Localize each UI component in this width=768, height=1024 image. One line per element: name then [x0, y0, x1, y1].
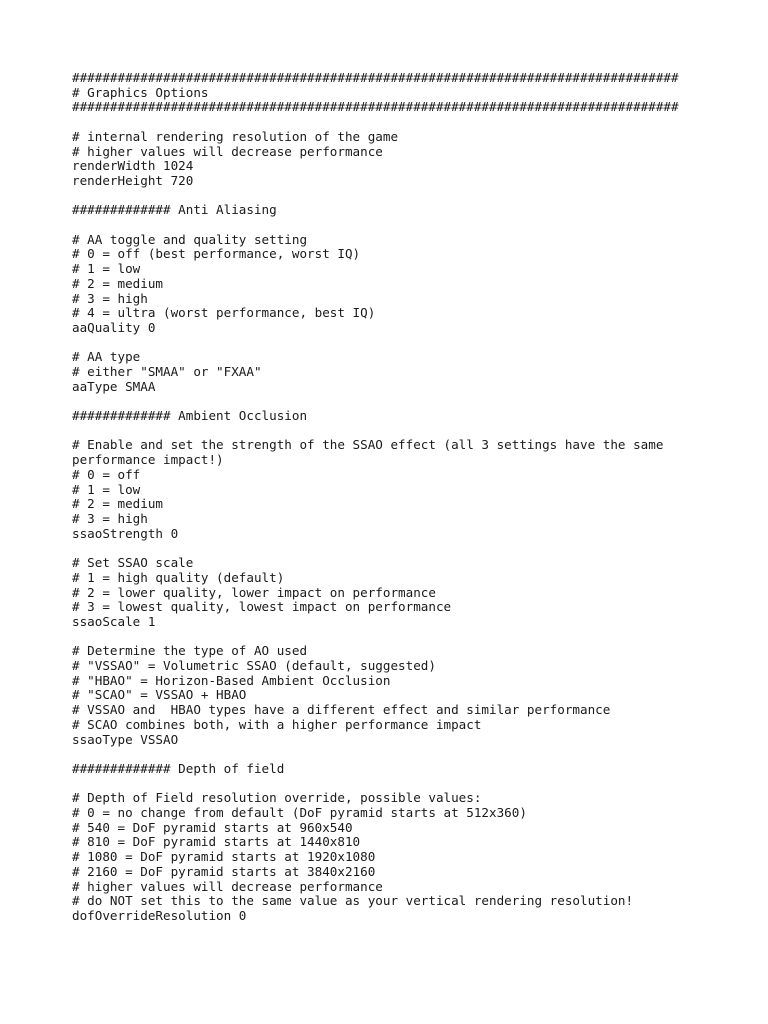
- comment-line: # either "SMAA" or "FXAA": [72, 364, 262, 379]
- comment-line: # Graphics Options: [72, 84, 209, 100]
- comment-line: # "SCAO" = VSSAO + HBAO: [72, 687, 247, 703]
- blank-line: [72, 424, 752, 439]
- comment-line: # Determine the type of AO used: [72, 643, 308, 659]
- comment-line: # 2 = medium: [72, 496, 163, 512]
- comment-line: # 1 = low: [72, 481, 141, 497]
- section-header-line: ############# Ambient Occlusion: [72, 408, 308, 424]
- setting-line: ssaoStrength 0: [72, 525, 179, 541]
- comment-line: # 2 = lower quality, lower impact on performance: [72, 584, 436, 600]
- comment-line: # 0 = no change from default (DoF pyramid starts at 512x360): [72, 805, 527, 820]
- blank-line: [72, 189, 752, 204]
- config-text-document: [72, 71, 752, 924]
- comment-line: # "VSSAO" = Volumetric SSAO (default, suggested): [72, 658, 436, 673]
- comment-line: # AA type: [72, 349, 141, 365]
- comment-line: # AA toggle and quality setting: [72, 231, 308, 247]
- comment-line: # 1080 = DoF pyramid starts at 1920x1080: [72, 849, 376, 865]
- comment-line: # Set SSAO scale: [72, 555, 194, 571]
- comment-line: # 0 = off (best performance, worst IQ): [72, 246, 361, 262]
- comment-line: # do NOT set this to the same value as your vertical rendering resolution!: [72, 893, 634, 909]
- section-header-line: ############# Depth of field: [72, 760, 285, 776]
- comment-line: # Depth of Field resolution override, possible values:: [72, 790, 482, 806]
- comment-line: # 0 = off: [72, 466, 141, 482]
- setting-line: renderWidth 1024: [72, 158, 194, 174]
- comment-line: # 1 = high quality (default): [72, 569, 285, 585]
- comment-line: # internal rendering resolution of the game: [72, 128, 399, 144]
- section-header-line: ################################################################################: [72, 70, 679, 85]
- blank-line: [72, 777, 752, 792]
- comment-line: # 2160 = DoF pyramid starts at 3840x2160: [72, 863, 376, 879]
- comment-line: # 810 = DoF pyramid starts at 1440x810: [72, 834, 361, 850]
- comment-line: # 4 = ultra (worst performance, best IQ): [72, 305, 376, 321]
- blank-line: [72, 747, 752, 762]
- comment-line: # "HBAO" = Horizon-Based Ambient Occlusion: [72, 672, 391, 688]
- comment-line: # 2 = medium: [72, 275, 163, 291]
- section-header-line: ################################################################################: [72, 99, 679, 115]
- comment-line: # VSSAO and HBAO types have a different effect and similar performance: [72, 702, 611, 718]
- comment-line: # higher values will decrease performance: [72, 878, 383, 894]
- setting-line: aaType SMAA: [72, 378, 156, 394]
- comment-line: # 540 = DoF pyramid starts at 960x540: [72, 819, 353, 835]
- setting-line: performance impact!): [72, 452, 224, 468]
- setting-line: aaQuality 0: [72, 319, 156, 335]
- blank-line: [72, 541, 752, 556]
- blank-line: [72, 336, 752, 351]
- blank-line: [72, 394, 752, 409]
- comment-line: # 1 = low: [72, 261, 141, 277]
- blank-line: [72, 218, 752, 233]
- comment-line: # Enable and set the strength of the SSAO effect (all 3 settings have the same: [72, 437, 664, 453]
- setting-line: dofOverrideResolution 0: [72, 907, 247, 923]
- setting-line: renderHeight 720: [72, 172, 194, 188]
- setting-line: ssaoScale 1: [72, 613, 156, 629]
- setting-line: ssaoType VSSAO: [72, 731, 179, 747]
- comment-line: # 3 = lowest quality, lowest impact on performance: [72, 599, 452, 615]
- section-header-line: ############# Anti Aliasing: [72, 202, 277, 218]
- comment-line: # higher values will decrease performance: [72, 143, 383, 159]
- blank-line: [72, 630, 752, 645]
- comment-line: # SCAO combines both, with a higher performance impact: [72, 716, 482, 732]
- comment-line: # 3 = high: [72, 511, 148, 526]
- blank-line: [72, 115, 752, 130]
- comment-line: # 3 = high: [72, 290, 148, 306]
